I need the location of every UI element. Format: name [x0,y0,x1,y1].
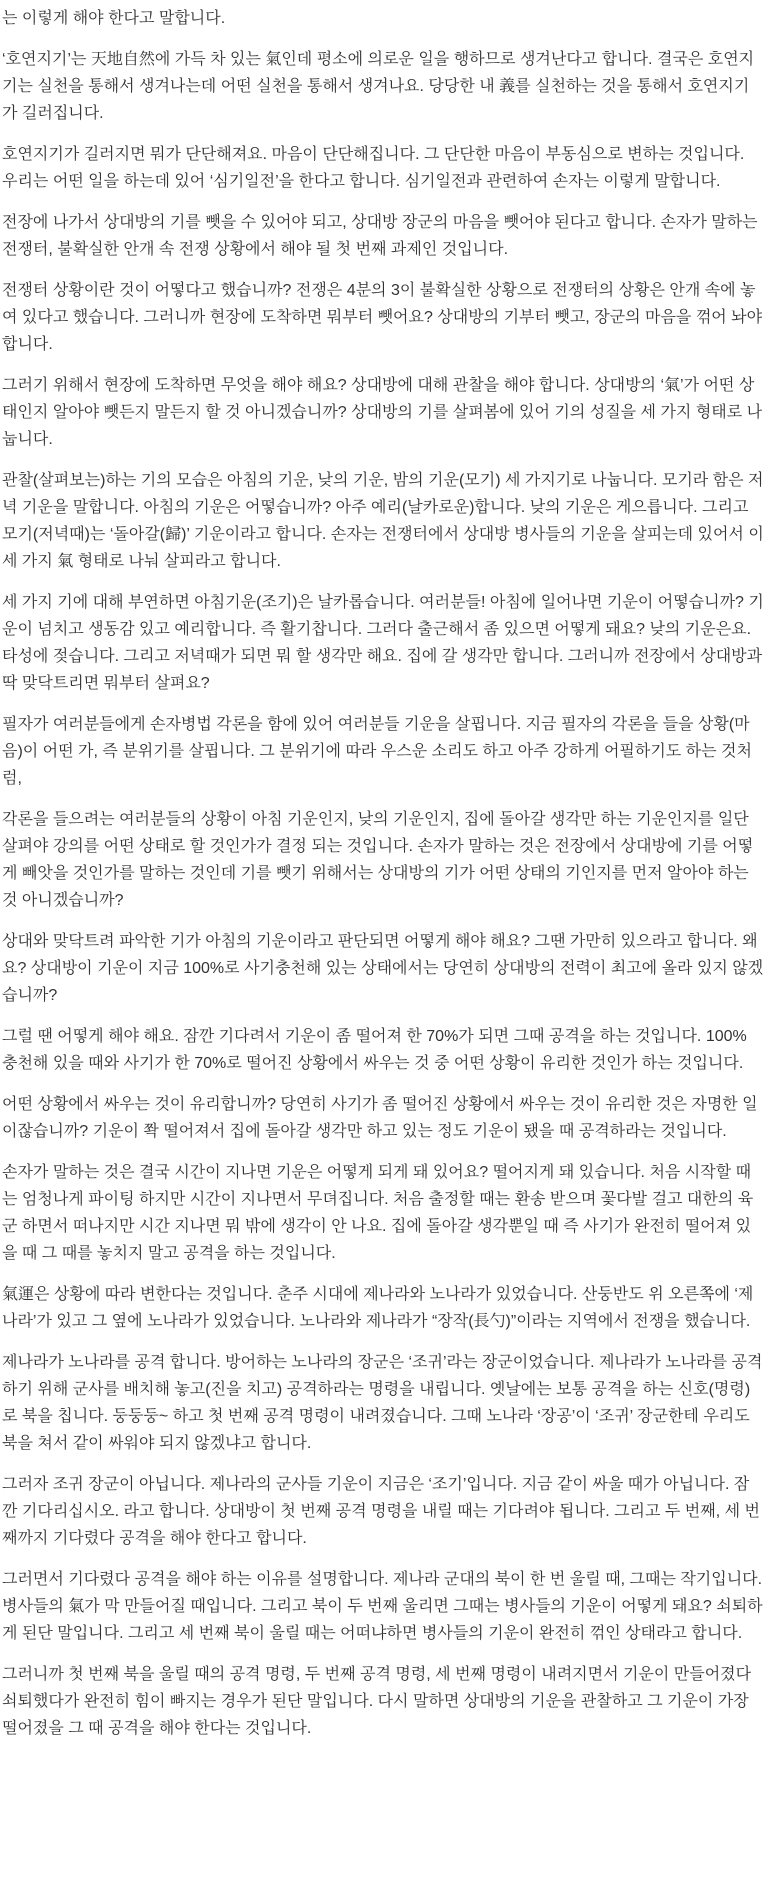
paragraph: 세 가지 기에 대해 부연하면 아침기운(조기)은 날카롭습니다. 여러분들! 아침에 일어나면 기운이 어떻습니까? 기운이 넘치고 생동감 있고 예리합니다. 즉 활기찹니다. 그러다 출근해서 좀 있으면 어떻게 돼요? 낮의 기운은요. 타성에 젖습니다. 그리고 저녁때가 되면 뭐 할 생각만 해요. 집에 갈 생각만 합니다. 그러니까 전장에서 상대방과 딱 맞닥트리면 뭐부터 살펴요? [2,594,764,692]
paragraph: 손자가 말하는 것은 결국 시간이 지나면 기운은 어떻게 되게 돼 있어요? 떨어지게 돼 있습니다. 처음 시작할 때는 엄청나게 파이팅 하지만 시간이 지나면서 무뎌집니다. 처음 출정할 때는 환송 받으며 꽃다발 걸고 대한의 육군 하면서 떠나지만 시간 지나면 뭐 밖에 생각이 안 나요. 집에 돌아갈 생각뿐일 때 즉 사기가 완전히 떨어져 있을 때 그 때를 놓치지 말고 공격을 하는 것입니다. [2,1164,754,1262]
paragraph: 전쟁터 상황이란 것이 어떻다고 했습니까? 전쟁은 4분의 3이 불확실한 상황으로 전쟁터의 상황은 안개 속에 놓여 있다고 했습니다. 그러니까 현장에 도착하면 뭐부터 뺏어요? 상대방의 기부터 뺏고, 장군의 마음을 꺾어 놔야 합니다. [2,282,763,353]
paragraph: 관찰(살펴보는)하는 기의 모습은 아침의 기운, 낮의 기운, 밤의 기운(모기) 세 가지기로 나눕니다. 모기라 함은 저녁 기운을 말합니다. 아침의 기운은 어떻습니까? 아주 예리(날카로운)합니다. 낮의 기운은 게으릅니다. 그리고 모기(저녁때)는 ‘돌아갈(歸)’ 기운이라고 합니다. 손자는 전쟁터에서 상대방 병사들의 기운을 살피는데 있어서 이 세 가지 氣 형태로 나눠 살피라고 합니다. [2,472,764,570]
paragraph: 그러면서 기다렸다 공격을 해야 하는 이유를 설명합니다. 제나라 군대의 북이 한 번 울릴 때, 그때는 작기입니다. 병사들의 氣가 막 만들어질 때입니다. 그리고 북이 두 번째 울리면 그때는 병사들의 기운이 어떻게 돼요? 쇠퇴하게 된단 말입니다. 그리고 세 번째 북이 울릴 때는 어떠냐하면 병사들의 기운이 완전히 꺾인 상태라고 합니다. [2,1571,763,1642]
paragraph: 그럴 땐 어떻게 해야 해요. 잠깐 기다려서 기운이 좀 떨어져 한 70%가 되면 그때 공격을 하는 것입니다. 100% 충천해 있을 때와 사기가 한 70%로 떨어진 상황에서 싸우는 것 중 어떤 상황이 유리한 것인가 하는 것입니다. [2,1028,747,1072]
paragraph: 는 이렇게 해야 한다고 말합니다. [2,10,226,27]
paragraph: 어떤 상황에서 싸우는 것이 유리합니까? 당연히 사기가 좀 떨어진 상황에서 싸우는 것이 유리한 것은 자명한 일이잖습니까? 기운이 쫙 떨어져서 집에 돌아갈 생각만 하고 있는 정도 기운이 됐을 때 공격하라는 것입니다. [2,1096,758,1140]
paragraph: 그러니까 첫 번째 북을 울릴 때의 공격 명령, 두 번째 공격 명령, 세 번째 명령이 내려지면서 기운이 만들어졌다 쇠퇴했다가 완전히 힘이 빠지는 경우가 된단 말입니다. 다시 말하면 상대방의 기운을 관찰하고 그 기운이 가장 떨어졌을 그 때 공격을 해야 한다는 것입니다. [2,1666,752,1737]
paragraph: 각론을 들으려는 여러분들의 상황이 아침 기운인지, 낮의 기운인지, 집에 돌아갈 생각만 하는 기운인지를 일단 살펴야 강의를 어떤 상태로 할 것인가가 결정 되는 것입니다. 손자가 말하는 것은 전장에서 상대방에 기를 어떻게 빼앗을 것인가를 말하는 것인데 기를 뺏기 위해서는 상대방의 기가 어떤 상태의 기인지를 먼저 알아야 하는 것 아니겠습니까? [2,811,754,909]
paragraph: 그러자 조귀 장군이 아닙니다. 제나라의 군사들 기운이 지금은 ‘조기’입니다. 지금 같이 싸울 때가 아닙니다. 잠깐 기다리십시오. 라고 합니다. 상대방이 첫 번째 공격 명령을 내릴 때는 기다려야 됩니다. 그리고 두 번째, 세 번째까지 기다렸다 공격을 해야 한다고 합니다. [2,1476,760,1547]
paragraph: 상대와 맞닥트려 파악한 기가 아침의 기운이라고 판단되면 어떻게 해야 해요? 그땐 가만히 있으라고 합니다. 왜요? 상대방이 기운이 지금 100%로 사기충천해 있는 상태에서는 당연히 상대방의 전력이 최고에 올라 있지 않겠습니까? [2,933,764,1004]
paragraph: 전장에 나가서 상대방의 기를 뺏을 수 있어야 되고, 상대방 장군의 마음을 뺏어야 된다고 합니다. 손자가 말하는 전쟁터, 불확실한 안개 속 전쟁 상황에서 해야 될 첫 번째 과제인 것입니다. [2,214,758,258]
paragraph: 그러기 위해서 현장에 도착하면 무엇을 해야 해요? 상대방에 대해 관찰을 해야 합니다. 상대방의 ‘氣’가 어떤 상태인지 알아야 뺏든지 말든지 할 것 아니겠습니까? 상대방의 기를 살펴봄에 있어 기의 성질을 세 가지 형태로 나눕니다. [2,377,763,448]
paragraph: 氣運은 상황에 따라 변한다는 것입니다. 춘주 시대에 제나라와 노나라가 있었습니다. 산둥반도 위 오른쪽에 ‘제나라’가 있고 그 옆에 노나라가 있었습니다. 노나라와 제나라가 “장작(長勺)”이라는 지역에서 전쟁을 했습니다. [2,1286,754,1330]
paragraph: ‘호연지기’는 天地自然에 가득 차 있는 氣인데 평소에 의로운 일을 행하므로 생겨난다고 합니다. 결국은 호연지기는 실천을 통해서 생겨나는데 어떤 실천을 통해서 생겨나요. 당당한 내 義를 실천하는 것을 통해서 호연지기가 길러집니다. [2,51,755,122]
paragraph: 필자가 여러분들에게 손자병법 각론을 함에 있어 여러분들 기운을 살핍니다. 지금 필자의 각론을 들을 상황(마음)이 어떤 가, 즉 분위기를 살핍니다. 그 분위기에 따라 우스운 소리도 하고 아주 강하게 어필하기도 하는 것처럼, [2,716,752,787]
paragraph: 호연지기가 길러지면 뭐가 단단해져요. 마음이 단단해집니다. 그 단단한 마음이 부동심으로 변하는 것입니다. 우리는 어떤 일을 하는데 있어 ‘심기일전’을 한다고 합니다. 심기일전과 관련하여 손자는 이렇게 말합니다. [2,146,745,190]
paragraph: 제나라가 노나라를 공격 합니다. 방어하는 노나라의 장군은 ‘조귀’라는 장군이었습니다. 제나라가 노나라를 공격하기 위해 군사를 배치해 놓고(진을 치고) 공격하라는 명령을 내립니다. 옛날에는 보통 공격을 하는 신호(명령)로 북을 칩니다. 둥둥둥~ 하고 첫 번째 공격 명령이 내려졌습니다. 그때 노나라 ‘장공’이 ‘조귀’ 장군한테 우리도 북을 쳐서 같이 싸워야 되지 않겠냐고 합니다. [2,1354,763,1452]
